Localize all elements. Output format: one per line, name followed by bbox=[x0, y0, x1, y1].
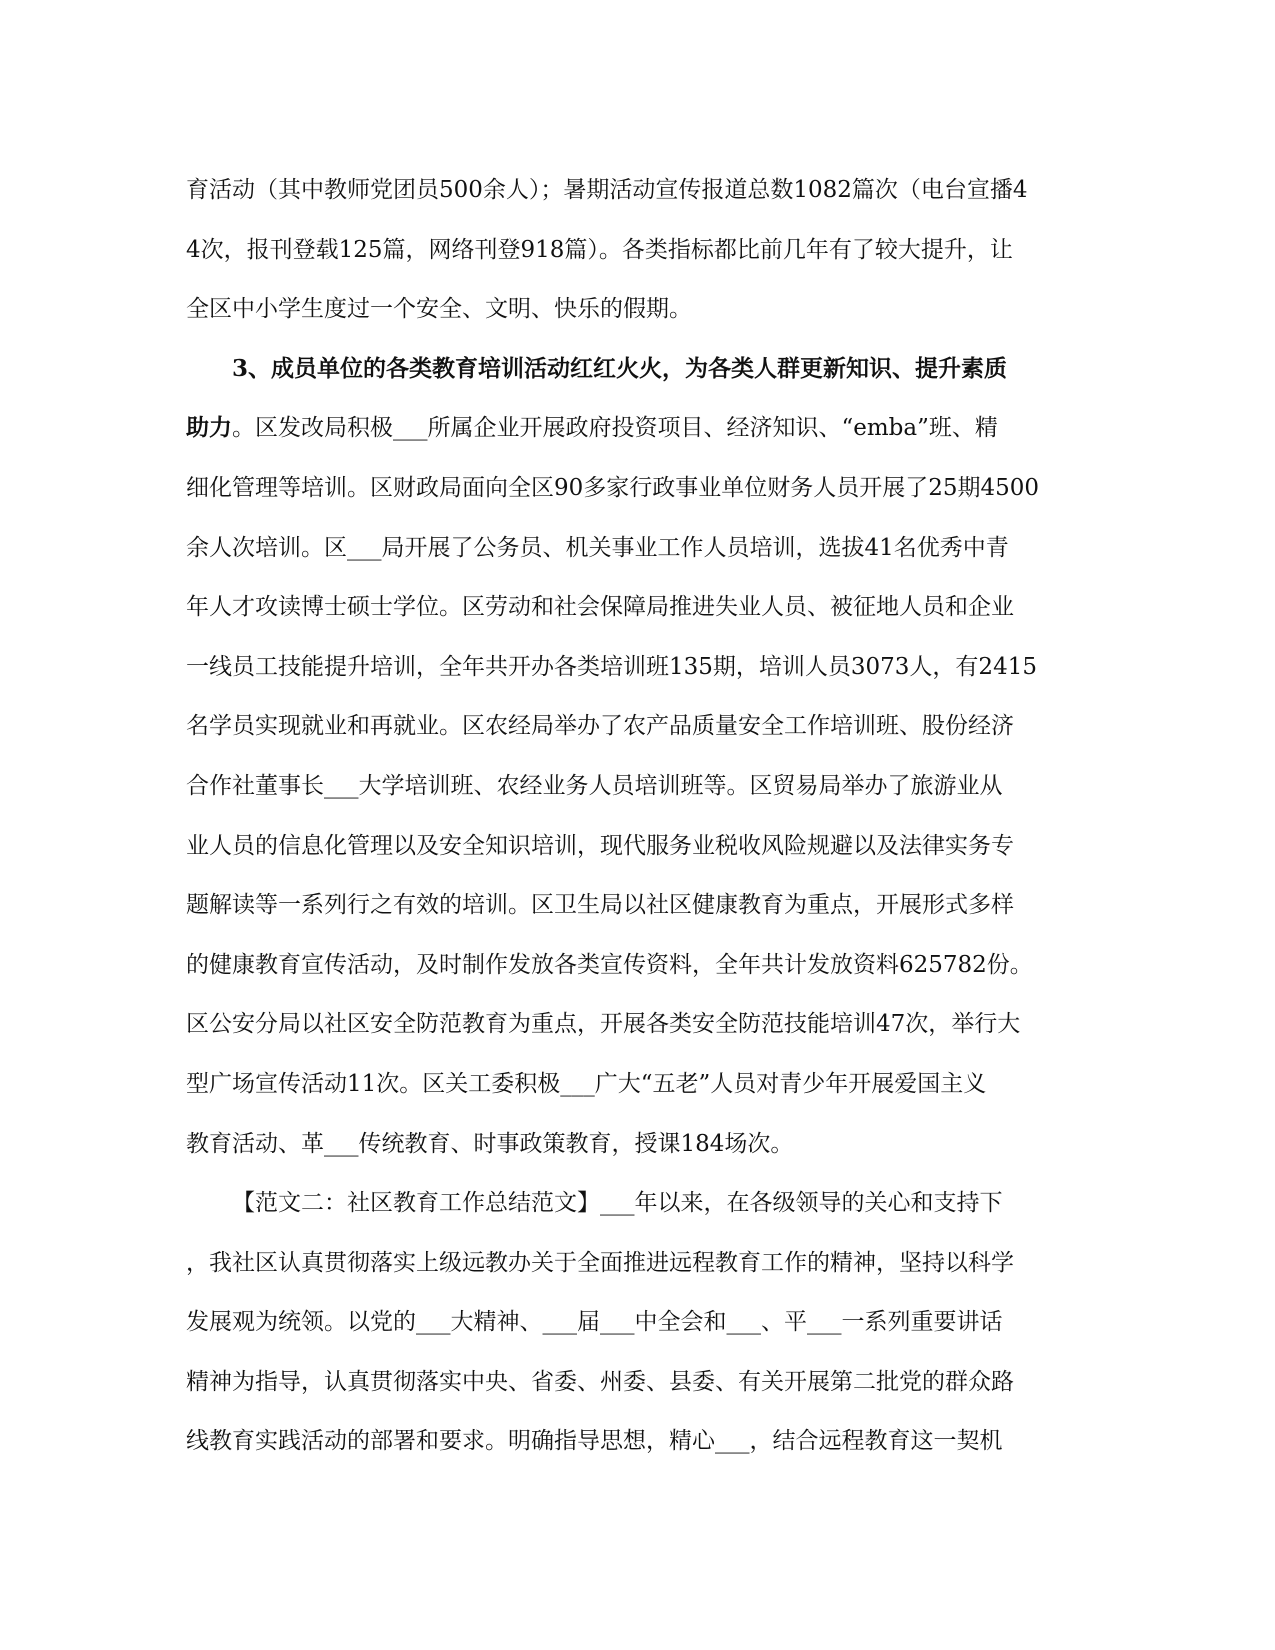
sample-heading-line: 【范文二：社区教育工作总结范文】___年以来，在各级领导的关心和支持下 bbox=[232, 1190, 1003, 1217]
text-line: 4次，报刊登载125篇，网络刊登918篇）。各类指标都比前几年有了较大提升，让 bbox=[186, 236, 1013, 263]
text-line: 业人员的信息化管理以及安全知识培训，现代服务业税收风险规避以及法律实务专 bbox=[186, 832, 1014, 859]
text-line: 教育活动、革___传统教育、时事政策教育，授课184场次。 bbox=[186, 1130, 794, 1157]
text-line: 合作社董事长___大学培训班、农经业务人员培训班等。区贸易局举办了旅游业从 bbox=[186, 772, 1003, 799]
text-line: 发展观为统领。以党的___大精神、___届___中全会和___、平___一系列重要讲话 bbox=[186, 1309, 1003, 1336]
text-line: 全区中小学生度过一个安全、文明、快乐的假期。 bbox=[186, 296, 692, 323]
text-line: 型广场宣传活动11次。区关工委积极___广大“五老”人员对青少年开展爱国主义 bbox=[186, 1070, 987, 1097]
text-line: 细化管理等培训。区财政局面向全区90多家行政事业单位财务人员开展了25期4500 bbox=[186, 474, 1040, 501]
body-text bbox=[186, 172, 1086, 1483]
text-line: 育活动（其中教师党团员500余人）；暑期活动宣传报道总数1082篇次（电台宣播4 bbox=[186, 177, 1028, 203]
text-line: 的健康教育宣传活动，及时制作发放各类宣传资料，全年共计发放资料625782份。 bbox=[186, 951, 1033, 978]
text-line: 题解读等一系列行之有效的培训。区卫生局以社区健康教育为重点，开展形式多样 bbox=[186, 892, 1014, 919]
text-line: 区公安分局以社区安全防范教育为重点，开展各类安全防范技能培训47次，举行大 bbox=[186, 1011, 1021, 1038]
text-line: ，我社区认真贯彻落实上级远教办关于全面推进远程教育工作的精神，坚持以科学 bbox=[186, 1249, 1014, 1276]
text-line: 余人次培训。区___局开展了公务员、机关事业工作人员培训，选拔41名优秀中青 bbox=[186, 534, 1009, 561]
section-heading-continuation: 助力。区发改局积极___所属企业开展政府投资项目、经济知识、“emba”班、精 bbox=[186, 414, 998, 442]
text-line: 名学员实现就业和再就业。区农经局举办了农产品质量安全工作培训班、股份经济 bbox=[186, 713, 1014, 740]
text-line: 精神为指导，认真贯彻落实中央、省委、州委、县委、有关开展第二批党的群众路 bbox=[186, 1368, 1014, 1395]
section-heading-line: 3、成员单位的各类教育培训活动红红火火，为各类人群更新知识、提升素质 bbox=[232, 354, 1008, 382]
text-line: 年人才攻读博士硕士学位。区劳动和社会保障局推进失业人员、被征地人员和企业 bbox=[186, 594, 1014, 621]
text-line: 一线员工技能提升培训，全年共开办各类培训班135期，培训人员3073人，有2415 bbox=[186, 653, 1037, 680]
text-line: 线教育实践活动的部署和要求。明确指导思想，精心___，结合远程教育这一契机 bbox=[186, 1428, 1003, 1455]
